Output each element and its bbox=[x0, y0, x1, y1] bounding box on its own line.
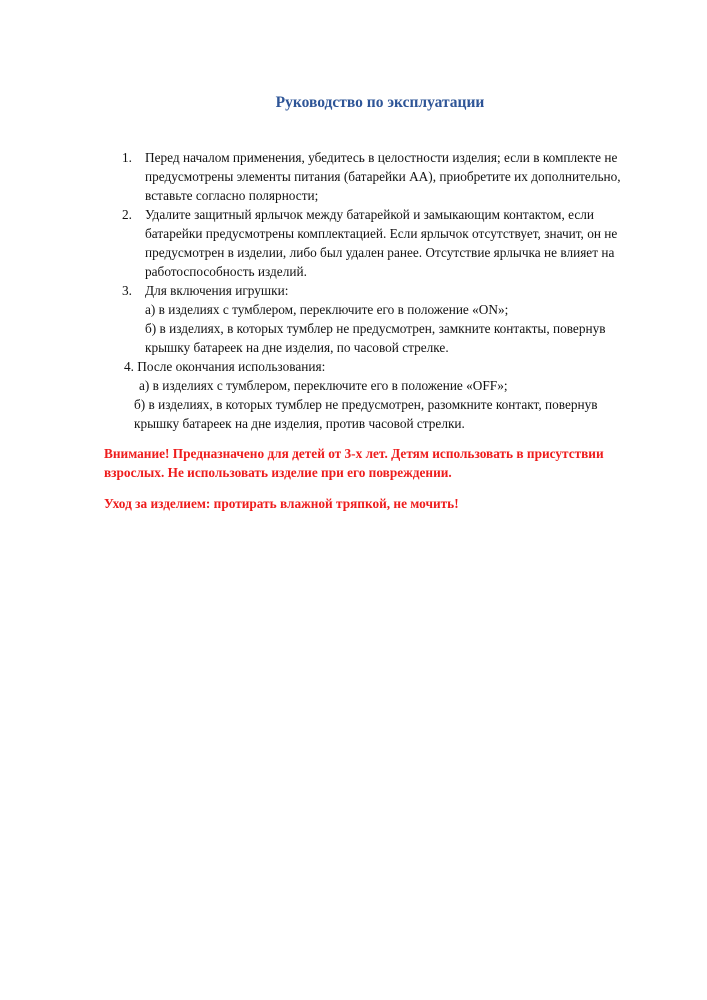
instruction-1-line-1: Перед началом применения, убедитесь в целостности изделия; если в комплекте не bbox=[145, 150, 618, 165]
instruction-4-line-1: 4. После окончания использования: bbox=[124, 359, 326, 374]
instruction-4-line-3: б) в изделиях, в которых тумблер не предусмотрен, разомкните контакт, повернув bbox=[134, 397, 598, 412]
instruction-2-line-3: предусмотрен в изделии, либо был удален ранее. Отсутствие ярлычка не влияет на bbox=[145, 245, 615, 260]
warning-line-2: взрослых. Не использовать изделие при его повреждении. bbox=[104, 465, 452, 480]
instruction-4-line-4: крышку батареек на дне изделия, против часовой стрелки. bbox=[134, 416, 465, 431]
instruction-1-line-2: предусмотрены элементы питания (батарейки АА), приобретите их дополнительно, bbox=[145, 169, 621, 184]
instruction-2-line-1: Удалите защитный ярлычок между батарейкой и замыкающим контактом, если bbox=[145, 207, 595, 222]
list-item-number: 1. bbox=[122, 150, 132, 165]
instruction-3-line-2: а) в изделиях с тумблером, переключите его в положение «ON»; bbox=[145, 302, 509, 317]
instruction-4-line-2: а) в изделиях с тумблером, переключите его в положение «OFF»; bbox=[139, 378, 508, 393]
list-item-number: 3. bbox=[122, 283, 132, 298]
instruction-3-line-4: крышку батареек на дне изделия, по часовой стрелке. bbox=[145, 340, 449, 355]
instruction-3-line-1: Для включения игрушки: bbox=[145, 283, 289, 298]
document-title: Руководство по эксплуатации bbox=[275, 94, 485, 111]
warning-line-1: Внимание! Предназначено для детей от 3-х лет. Детям использовать в присутствии bbox=[104, 446, 604, 461]
instruction-2-line-4: работоспособность изделий. bbox=[145, 264, 307, 279]
list-item-number: 2. bbox=[122, 207, 132, 222]
care-instructions: Уход за изделием: протирать влажной тряпкой, не мочить! bbox=[104, 496, 459, 511]
instruction-3-line-3: б) в изделиях, в которых тумблер не предусмотрен, замкните контакты, повернув bbox=[145, 321, 606, 336]
instruction-1-line-3: вставьте согласно полярности; bbox=[145, 188, 319, 203]
instruction-2-line-2: батарейки предусмотрены комплектацией. Если ярлычок отсутствует, значит, он не bbox=[145, 226, 618, 241]
